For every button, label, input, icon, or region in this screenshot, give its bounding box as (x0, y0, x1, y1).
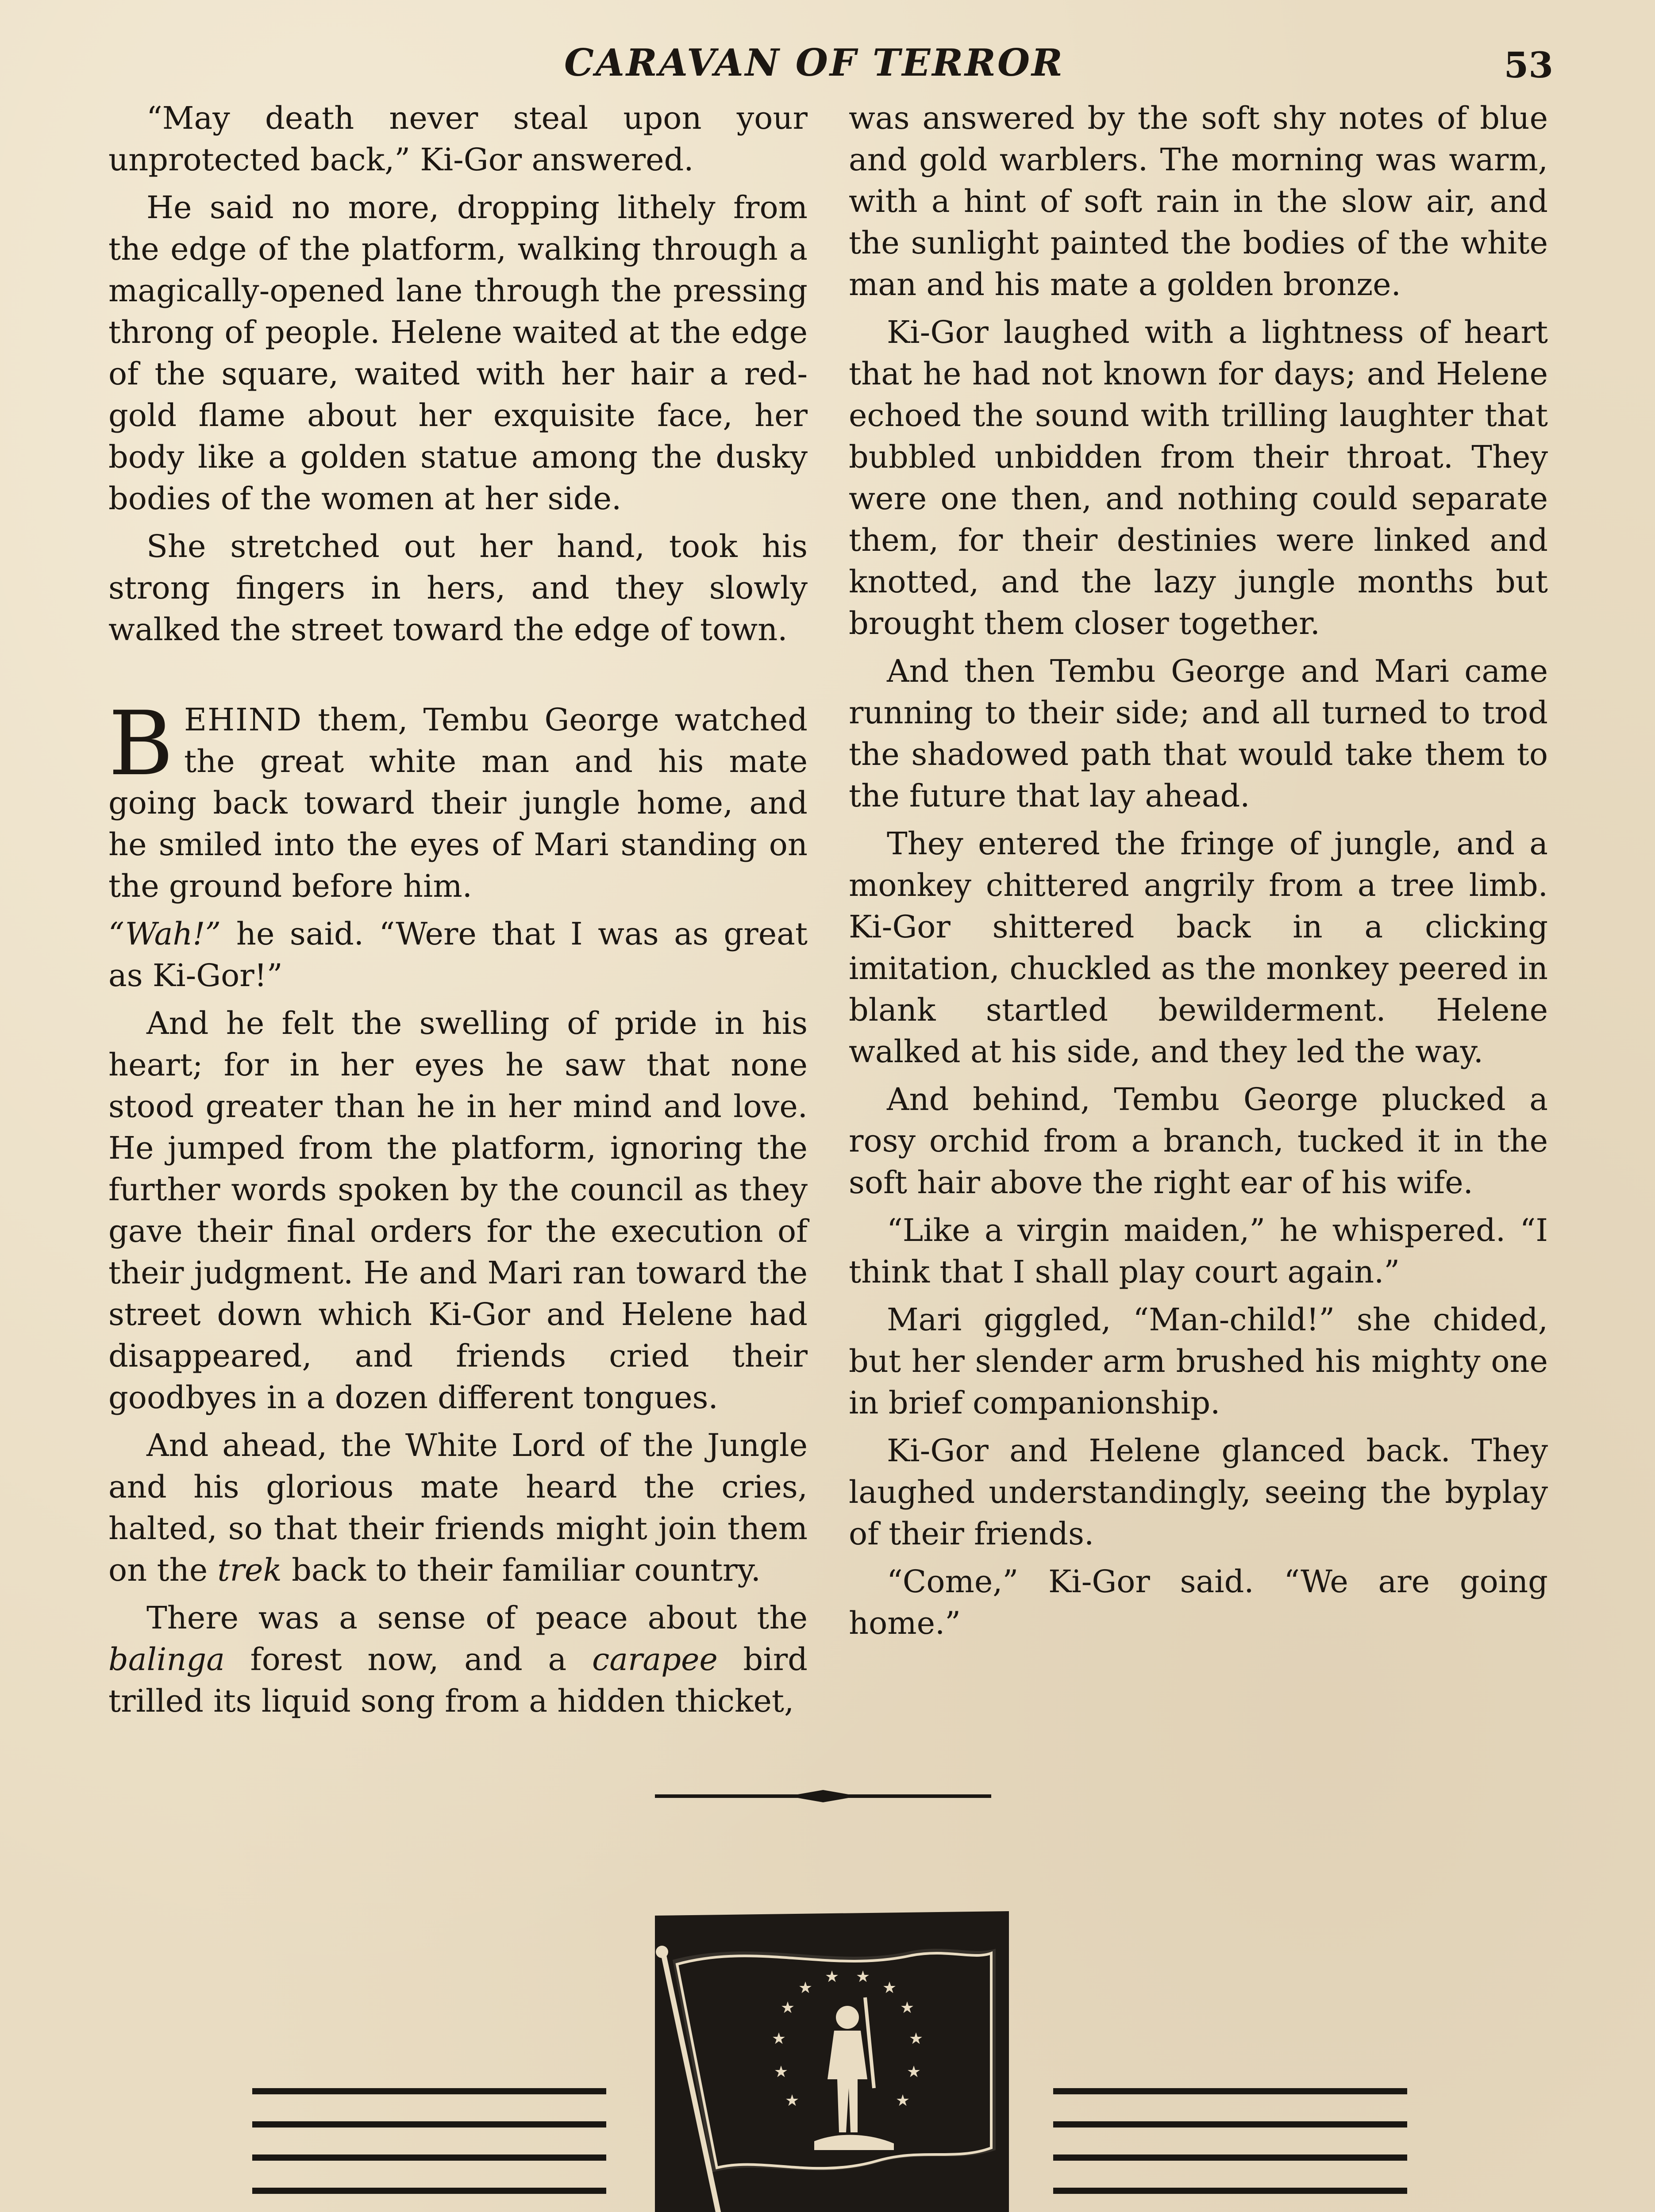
paragraph (108, 1597, 808, 1722)
drop-cap: B (108, 692, 173, 795)
ad-stripe (1053, 2088, 1407, 2094)
paragraph-text: back to their familiar country. (281, 1552, 761, 1588)
paragraph: And behind, Tembu George plucked a rosy orchid from a branch, tucked it in the soft hair above the right ear of his wife. (849, 1081, 1548, 1201)
paragraph: Mari giggled, “Man-child!” she chided, but her slender arm brushed his mighty one in brief companionship. (849, 1302, 1548, 1421)
italic-word: carapee (592, 1641, 718, 1678)
paragraph (108, 913, 808, 996)
svg-text:★: ★ (908, 2030, 924, 2048)
war-bonds-ad (0, 1902, 1655, 2212)
paragraph: “Come,” Ki-Gor said. “We are going home.” (849, 1563, 1548, 1641)
svg-text:★: ★ (771, 2030, 786, 2048)
ad-panel (646, 1902, 1018, 2212)
svg-text:★: ★ (855, 1968, 870, 1986)
italic-word: trek (217, 1552, 282, 1588)
paragraph-section-start (108, 692, 808, 907)
paragraph-text: bird trilled its liquid song from a hidden thicket, (108, 1641, 808, 1719)
running-title: CARAVAN OF TERROR (564, 41, 1064, 84)
paragraph: And he felt the swelling of pride in his heart; for in her eyes he saw that none stood greater than he in her mind and love. He jumped from the platform, ignoring the further words spoken by the council as they gave their final orders for the execution of their judgment. He and Mari ran toward the street down which Ki-Gor and Helene had disappeared, and friends cried their goodbyes in a dozen different tongues. (108, 1005, 808, 1416)
ad-stripe (252, 2154, 606, 2161)
paragraph: “Like a virgin maiden,” he whispered. “I think that I shall play court again.” (849, 1212, 1548, 1290)
paragraph: They entered the fringe of jungle, and a monkey chittered angrily from a tree limb. Ki-Gor shittered back in a clicking imitation, chuckled as the monkey peered in blank startled bewilderment. Helene walked at his side, and they led the way. (849, 826, 1548, 1070)
svg-text:★: ★ (906, 2063, 921, 2081)
paragraph: She stretched out her hand, took his strong fingers in hers, and they slowly walked the street toward the edge of town. (108, 528, 808, 648)
italic-exclamation: “Wah!” (108, 916, 221, 952)
lead-in-caps: EHIND (184, 702, 303, 738)
svg-text:★: ★ (882, 1979, 897, 1997)
svg-text:★: ★ (824, 1968, 839, 1986)
ad-stripe (1053, 2188, 1407, 2194)
paragraph-text: he said. “Were that I was as great as Ki-Gor!” (108, 916, 808, 994)
paragraph: was answered by the soft shy notes of blue and gold warblers. The morning was warm, with a hint of soft rain in the slow air, and the sunlight painted the bodies of the white man and his mate a golden bronze. (849, 100, 1548, 303)
ad-stripe (1053, 2154, 1407, 2161)
right-column (849, 97, 1548, 1650)
svg-text:★: ★ (798, 1979, 813, 1997)
paragraph (108, 1425, 808, 1591)
ad-stripe (252, 2088, 606, 2094)
page-number: 53 (1504, 44, 1553, 86)
svg-text:★: ★ (785, 2092, 800, 2110)
left-column (108, 97, 808, 1728)
ad-stripe (1053, 2121, 1407, 2128)
ad-stripe (252, 2188, 606, 2194)
paragraph-text: forest now, and a (224, 1641, 592, 1678)
italic-word: balinga (108, 1641, 225, 1678)
paragraph: And then Tembu George and Mari came running to their side; and all turned to trod the shadowed path that would take them to the future that lay ahead. (849, 653, 1548, 814)
ad-stripe (252, 2121, 606, 2128)
paragraph: Ki-Gor laughed with a lightness of heart that he had not known for days; and Helene echoed the sound with trilling laughter that bubbled unbidden from their throat. They were one then, and nothing could separate them, for their destinies were linked and knotted, and the lazy jungle months but brought them closer together. (849, 314, 1548, 641)
svg-text:★: ★ (895, 2092, 910, 2110)
paragraph: Ki-Gor and Helene glanced back. They laughed understandingly, seeing the byplay of their friends. (849, 1432, 1548, 1552)
paragraph-text: And ahead, the White Lord of the Jungle and his glorious mate heard the cries, halted, so that their friends might join them on the (108, 1427, 808, 1588)
paragraph-text: There was a sense of peace about the (146, 1600, 808, 1636)
paragraph: He said no more, dropping lithely from the edge of the platform, walking through a magically-opened lane through the pressing throng of people. Helene waited at the edge of the square, waited with her hair a red-gold flame about her exquisite face, her body like a golden statue among the dusky bodies of the women at her side. (108, 189, 808, 517)
svg-text:★: ★ (900, 1999, 915, 2017)
paragraph-text: them, Tembu George watched the great white man and his mate going back toward their jungle home, and he smiled into the eyes of Mari standing on the ground before him. (108, 702, 808, 904)
flag-icon (646, 1902, 1018, 2212)
paragraph: “May death never steal upon your unprotected back,” Ki-Gor answered. (108, 100, 808, 178)
svg-text:★: ★ (780, 1999, 795, 2017)
section-separator (655, 1787, 991, 1805)
svg-text:★: ★ (774, 2063, 789, 2081)
